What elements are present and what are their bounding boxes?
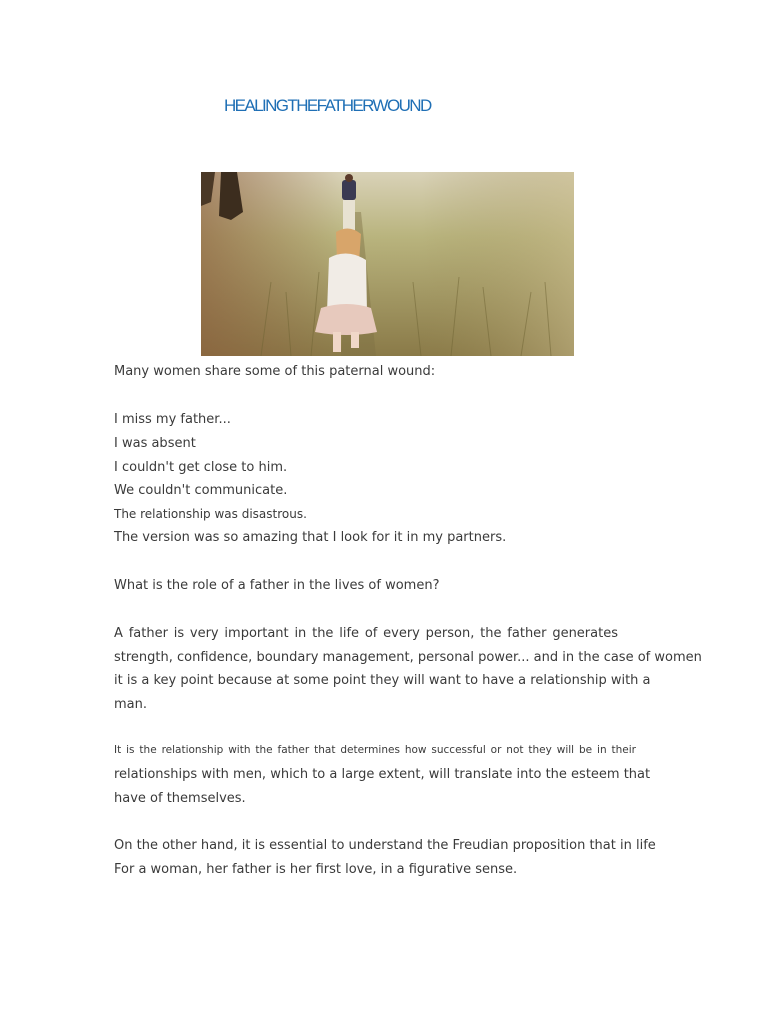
text-line-quote-5: The relationship was disastrous. — [114, 507, 307, 521]
text-line-quote-6: The version was so amazing that I look for it in my partners. — [114, 530, 507, 545]
text-line-intro: Many women share some of this paternal wound: — [114, 364, 436, 379]
text-line-para1-4: man. — [114, 697, 148, 712]
text-line-para3-1: On the other hand, it is essential to understand the Freudian proposition that in life — [114, 838, 656, 853]
text-line-para2-2: relationships with men, which to a large extent, will translate into the esteem that — [114, 767, 651, 782]
text-line-para1-3: it is a key point because at some point they will want to have a relationship with a — [114, 673, 651, 688]
text-line-para1-2: strength, confidence, boundary management, personal power... and in the case of women — [114, 650, 702, 665]
document-title: HEALINGTHEFATHERWOUND — [224, 96, 431, 115]
text-line-question: What is the role of a father in the lives of women? — [114, 578, 440, 593]
text-line-para2-1: It is the relationship with the father that determines how successful or not they will be in their — [114, 744, 636, 756]
text-line-para2-3: have of themselves. — [114, 791, 246, 806]
text-line-quote-3: I couldn't get close to him. — [114, 460, 288, 475]
text-line-quote-2: I was absent — [114, 436, 196, 451]
text-line-quote-1: I miss my father... — [114, 412, 231, 427]
text-line-para1-1: A father is very important in the life of every person, the father generates — [114, 626, 618, 641]
text-line-quote-4: We couldn't communicate. — [114, 483, 288, 498]
meadow-photo — [201, 172, 574, 356]
text-line-para3-2: For a woman, her father is her first love, in a figurative sense. — [114, 862, 518, 877]
